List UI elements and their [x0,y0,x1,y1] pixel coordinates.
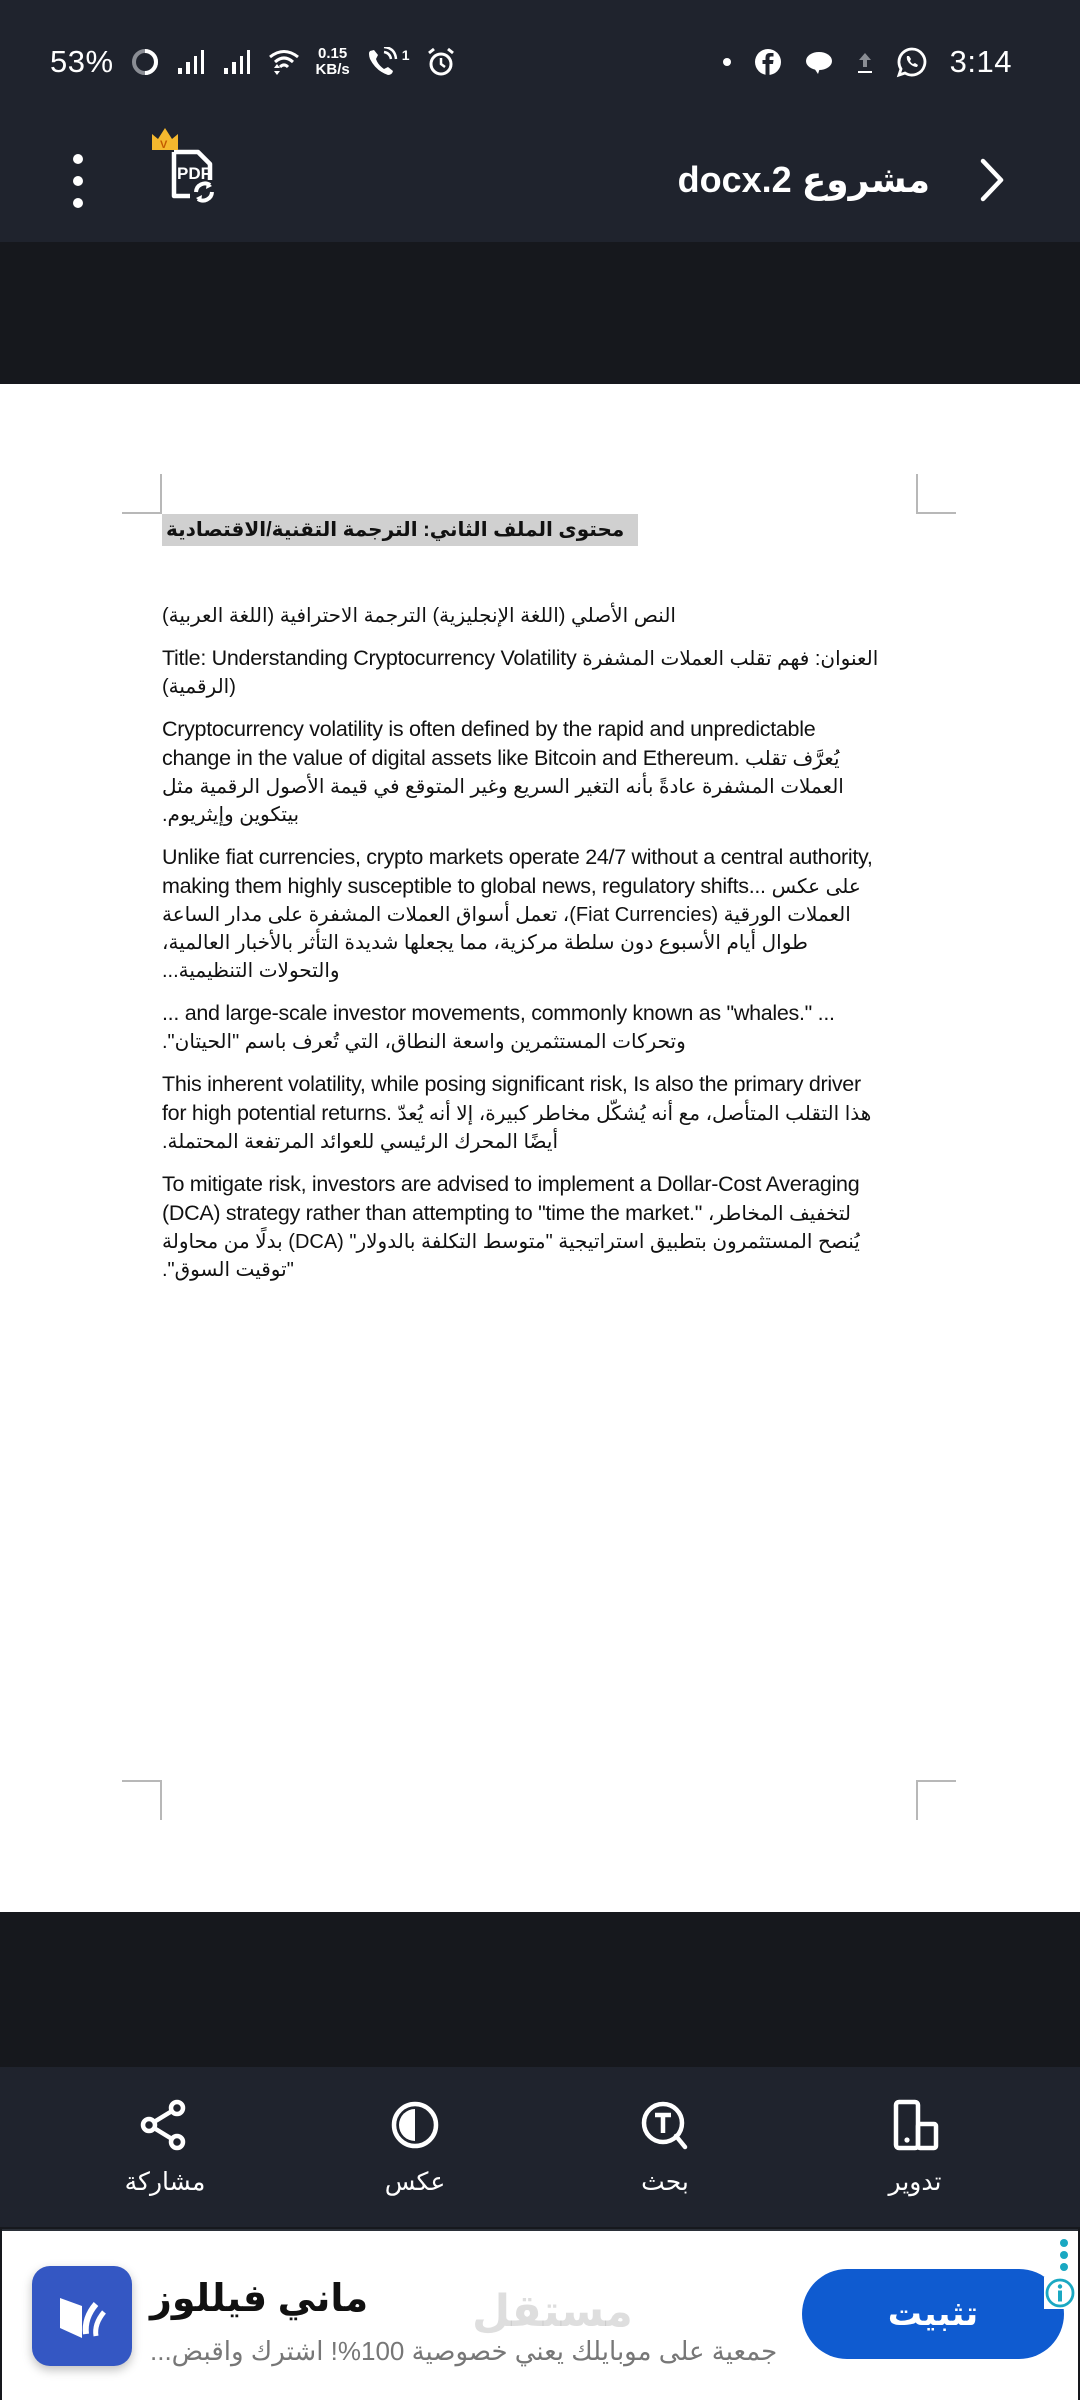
facebook-icon [754,48,782,76]
whatsapp-icon [896,46,928,78]
document-heading: محتوى الملف الثاني: الترجمة التقنية/الاقتصادية [162,514,638,546]
net-speed-value: 0.15 [318,45,348,62]
paragraph-arabic: يُعرَّف تقلب العملات المشفرة عادةً بأنه التغير السريع وغير المتوقع في قيمة الأصول الرقمية مثل بيتكوين وإيثريوم. [162,748,844,826]
pdf-convert-button[interactable] [152,130,232,210]
paragraph [162,999,888,1056]
paragraph [162,644,888,701]
share-icon [137,2097,193,2153]
page-margin-mark [122,474,162,514]
paragraph [162,1070,888,1156]
network-speed [316,46,350,78]
paragraph-english: Cryptocurrency volatility is often defined by the rapid and unpredictable change in the value of digital assets like Bitcoin and Ethereum. [162,717,816,770]
share-button[interactable] [75,2097,255,2197]
ad-options-icon[interactable] [1060,2239,1068,2271]
rotate-screen-icon [887,2097,943,2153]
status-bar [0,0,1080,120]
svg-text:V: V [160,139,168,151]
paragraph [162,1170,888,1284]
paragraph-english: Unlike fiat currencies, crypto markets operate 24/7 without a central authority, making them highly susceptible to global news, regulatory shifts... [162,845,873,898]
paragraph-english: ... and large-scale investor movements, commonly known as "whales." ... [162,1001,835,1025]
invert-label: عكس [384,2168,446,2196]
paragraph-english: To mitigate risk, investors are advised to implement a Dollar-Cost Averaging (DCA) strategy rather than attempting to "time the market." [162,1172,860,1225]
battery-ring-icon [130,47,160,77]
search-label: بحث [641,2168,689,2196]
document-title: مشروع 2.docx [677,159,930,200]
battery-percent: 53% [50,44,114,79]
paragraph [162,843,888,985]
info-icon [1044,2277,1076,2309]
rotate-label: تدوير [888,2168,942,2196]
back-button[interactable] [972,142,1012,218]
document-content [162,514,888,1284]
paragraph-arabic: العنوان: فهم تقلب العملات المشفرة (الرقمية) [162,648,879,698]
status-right [722,40,1012,84]
search-button[interactable] [575,2097,755,2197]
install-button[interactable]: تثبيت [802,2269,1064,2359]
chat-icon [804,48,834,76]
net-speed-unit: KB/s [315,61,350,78]
bottom-toolbar [0,2067,1080,2227]
clock: 3:14 [949,44,1012,79]
svg-text:PDF: PDF [177,164,211,183]
ad-app-logo[interactable] [32,2266,132,2366]
document-page [0,384,1080,1912]
chevron-right-icon [977,157,1007,203]
paragraph-arabic: وتحركات المستثمرين واسعة النطاق، التي تُعرف باسم "الحيتان". [162,1031,686,1053]
paragraph-arabic: على عكس العملات الورقية (Fiat Currencies)، تعمل أسواق العملات المشفرة على مدار الساعة طوال أيام الأسبوع دون سلطة مركزية، مما يجعلها شديدة التأثر بالأخبار العالمية، والتحولات التنظيمية... [162,876,861,982]
page-margin-mark [916,1780,956,1820]
signal-2-icon [222,48,252,76]
ad-description: جمعية على موبايلك يعني خصوصية 100%! اشترك واقبض... [150,2336,778,2366]
signal-1-icon [176,48,206,76]
page-margin-mark [122,1780,162,1820]
share-label: مشاركة [124,2168,206,2196]
dot-icon [722,57,732,67]
paragraph-arabic: هذا التقلب المتأصل، مع أنه يُشكّل مخاطر كبيرة، إلا أنه يُعدّ أيضًا المحرك الرئيسي للعوائد المرتفعة المحتملة. [162,1103,872,1153]
more-vert-icon[interactable] [60,138,96,224]
upload-icon [856,49,874,75]
ad-banner[interactable] [2,2229,1078,2400]
paragraph-english: Title: Understanding Cryptocurrency Volatility [162,646,577,670]
ad-info-button[interactable] [1044,2277,1076,2309]
status-left [50,40,456,84]
paragraph-arabic: لتخفيف المخاطر، يُنصح المستثمرون بتطبيق استراتيجية "متوسط التكلفة بالدولار" (DCA) بدلًا من محاولة "توقيت السوق". [162,1203,860,1281]
call-icon [366,47,410,77]
document-subheading: النص الأصلي (اللغة الإنجليزية) الترجمة الاحترافية (اللغة العربية) [162,605,676,627]
app-header [0,120,1080,242]
page-margin-mark [916,474,956,514]
alarm-icon [426,47,456,77]
document-viewer[interactable] [0,242,1080,2067]
text-search-icon [637,2097,693,2153]
ad-app-name[interactable]: ماني فيللوز [150,2278,369,2320]
premium-crown-icon [150,126,180,152]
book-signal-icon [50,2284,114,2348]
wifi-icon [268,48,300,76]
paragraph-english: This inherent volatility, while posing significant risk, Is also the primary driver for high potential returns. [162,1072,861,1125]
call-count: 1 [401,47,410,63]
watermark: مستقل [472,2287,633,2336]
rotate-button[interactable] [825,2097,1005,2197]
invert-contrast-icon [387,2097,443,2153]
invert-button[interactable] [325,2097,505,2197]
paragraph [162,715,888,829]
